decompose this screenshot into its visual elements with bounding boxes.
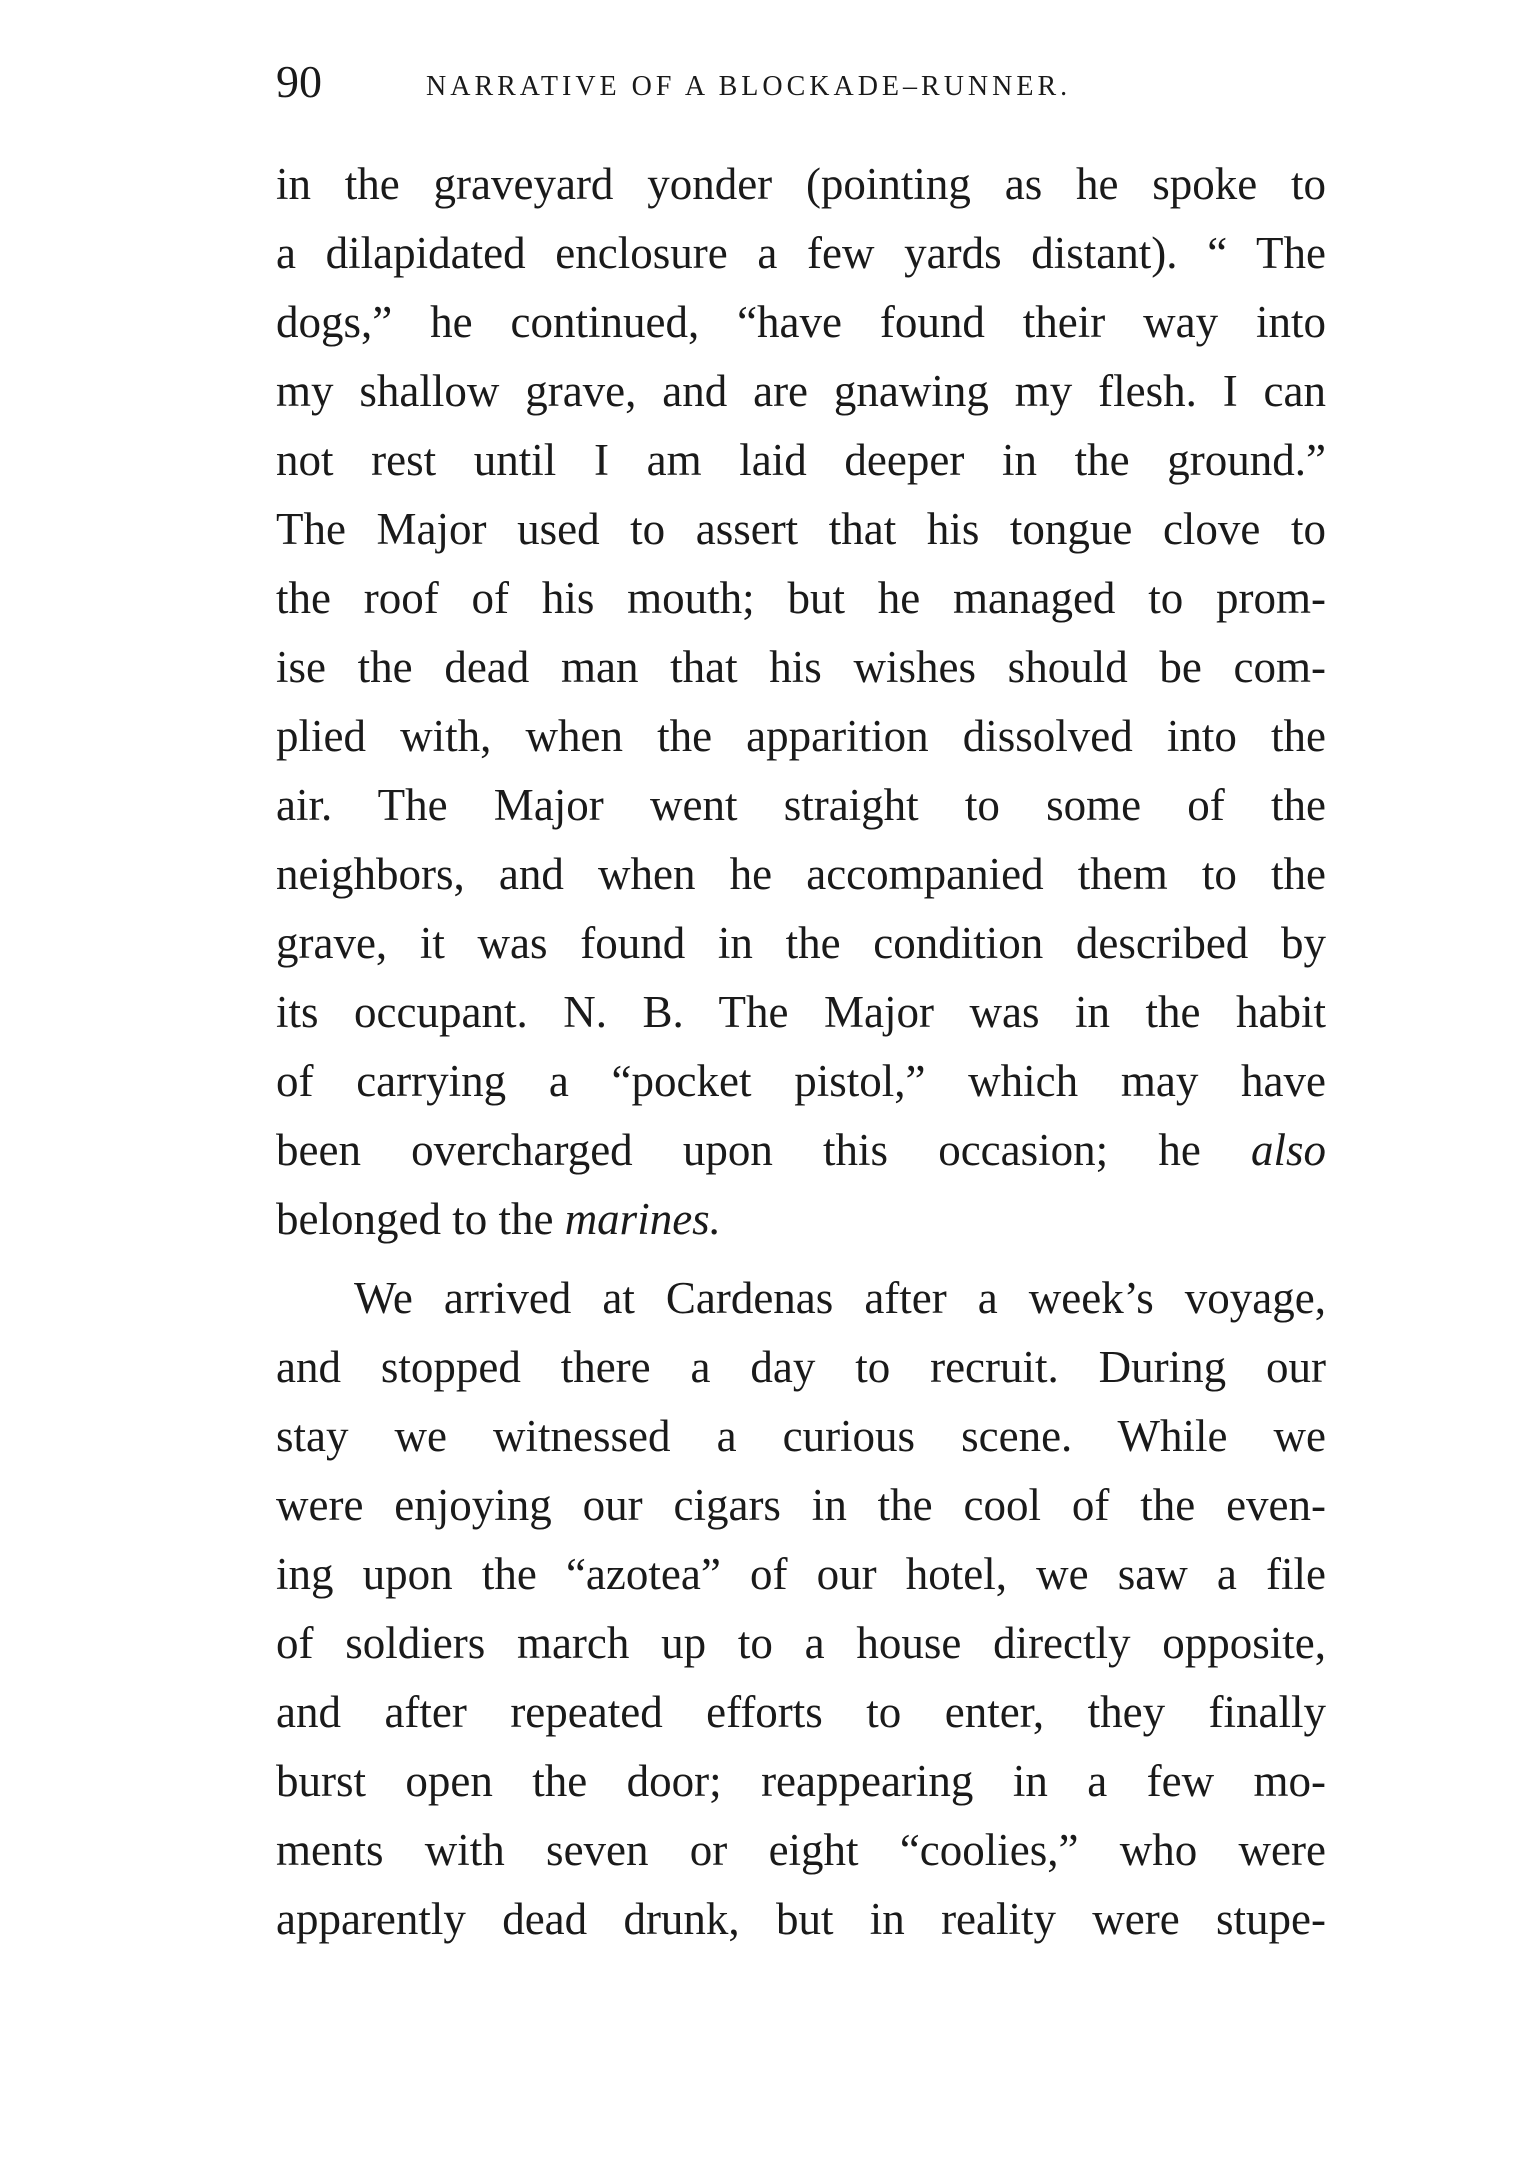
text-line: ing upon the “azotea” of our hotel, we saw a file [276, 1549, 1326, 1599]
text-line: its occupant. N. B. The Major was in the habit [276, 987, 1326, 1037]
running-head [276, 52, 1326, 112]
text-line: my shallow grave, and are gnawing my flesh. I can [276, 366, 1326, 416]
paragraph-2 [276, 1264, 1326, 1954]
text-line: air. The Major went straight to some of the [276, 780, 1326, 830]
text-line: of carrying a “pocket pistol,” which may have [276, 1056, 1326, 1106]
text-line: dogs,” he continued, “have found their way into [276, 297, 1326, 347]
text-line: ments with seven or eight “coolies,” who were [276, 1825, 1326, 1875]
text-line: stay we witnessed a curious scene. While we [276, 1411, 1326, 1461]
text-line: apparently dead drunk, but in reality were stupe- [276, 1894, 1326, 1944]
text-line: the roof of his mouth; but he managed to prom- [276, 573, 1326, 623]
text-run: belonged to the [276, 1194, 565, 1244]
text-line: and stopped there a day to recruit. During our [276, 1342, 1326, 1392]
text-line: of soldiers march up to a house directly opposite, [276, 1618, 1326, 1668]
paragraph-1 [276, 150, 1326, 1254]
text-line: were enjoying our cigars in the cool of the even- [276, 1480, 1326, 1530]
italic-word: also [1250, 1125, 1326, 1175]
text-line: in the graveyard yonder (pointing as he spoke to [276, 159, 1326, 209]
paragraph-gap [276, 1254, 1326, 1264]
page-number: 90 [276, 56, 322, 107]
italic-word: marines. [564, 1194, 721, 1244]
text-line: and after repeated efforts to enter, they finally [276, 1687, 1326, 1737]
text-line: ise the dead man that his wishes should be com- [276, 642, 1326, 692]
text-line: burst open the door; reappearing in a few mo- [276, 1756, 1326, 1806]
text-line: plied with, when the apparition dissolved into the [276, 711, 1326, 761]
text-line: a dilapidated enclosure a few yards distant). “ The [276, 228, 1326, 278]
text-line: The Major used to assert that his tongue clove to [276, 504, 1326, 554]
text-line: not rest until I am laid deeper in the ground.” [276, 435, 1326, 485]
running-title: NARRATIVE OF A BLOCKADE–RUNNER. [426, 71, 1072, 102]
text-line: We arrived at Cardenas after a week’s voyage, [354, 1273, 1326, 1323]
text-line: neighbors, and when he accompanied them to the [276, 849, 1326, 899]
text-line: grave, it was found in the condition described by [276, 918, 1326, 968]
text-run: been overcharged upon this occasion; he [276, 1125, 1251, 1175]
text-line [276, 1185, 1326, 1254]
text-line [276, 1116, 1326, 1185]
body-text [276, 150, 1326, 1954]
